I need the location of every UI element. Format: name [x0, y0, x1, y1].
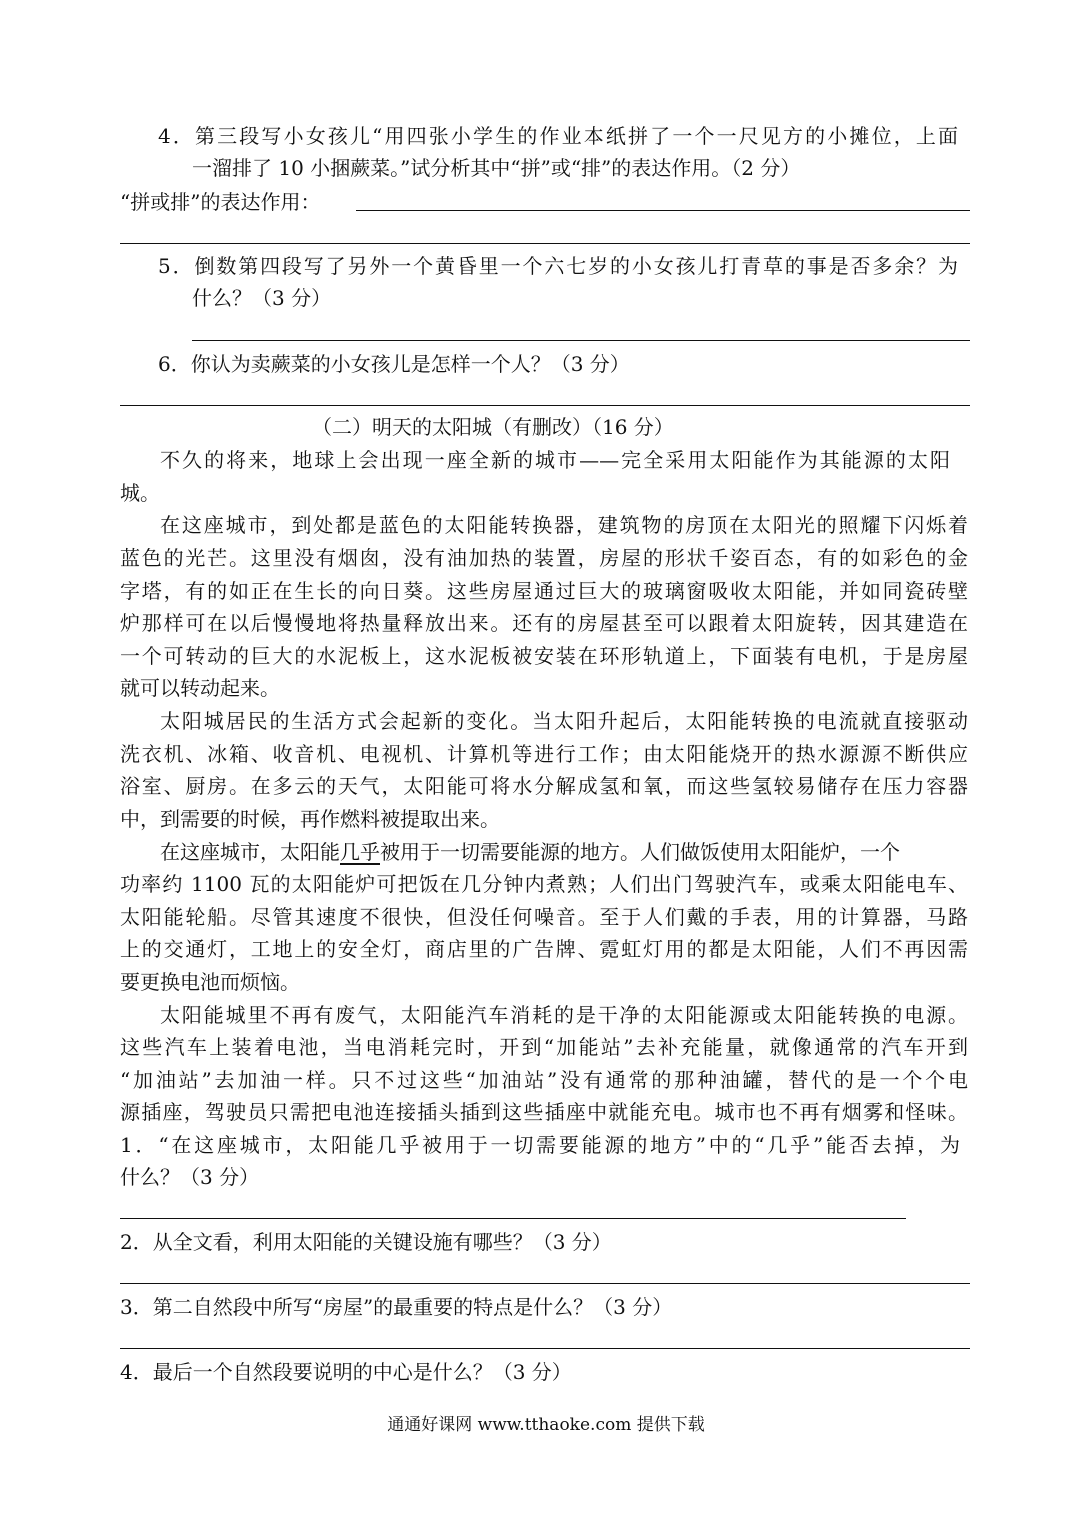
q6-line1: 6．你认为卖蕨菜的小女孩儿是怎样一个人？（3 分）	[158, 352, 630, 376]
q1-line1: 1．“在这座城市，太阳能几乎被用于一切需要能源的地方”中的“几乎”能否去掉，为	[120, 1133, 960, 1157]
p5-line4: 源插座，驾驶员只需把电池连接插头插到这些插座中就能充电。城市也不再有烟雾和怪味。	[120, 1100, 968, 1124]
p2-line5: 一个可转动的巨大的水泥板上，这水泥板被安装在环形轨道上，下面装有电机，于是房屋	[120, 644, 968, 668]
p5-line2: 这些汽车上装着电池，当电消耗完时，开到“加能站”去补充能量，就像通常的汽车开到	[120, 1035, 968, 1059]
p1-line1: 不久的将来，地球上会出现一座全新的城市——完全采用太阳能作为其能源的太阳	[160, 448, 950, 472]
p3-line4: 中，到需要的时候，再作燃料被提取出来。	[120, 807, 500, 831]
p2-line3: 字塔，有的如正在生长的向日葵。这些房屋通过巨大的玻璃窗吸收太阳能，并如同瓷砖壁	[120, 579, 968, 603]
q6-answer-line[interactable]	[120, 405, 970, 406]
p2-line1: 在这座城市，到处都是蓝色的太阳能转换器，建筑物的房顶在太阳光的照耀下闪烁着	[160, 513, 968, 537]
p3-line2: 洗衣机、冰箱、收音机、电视机、计算机等进行工作；由太阳能烧开的热水源源不断供应	[120, 742, 968, 766]
q1-line2: 什么？（3 分）	[120, 1165, 260, 1189]
q3-line: 3．第二自然段中所写“房屋”的最重要的特点是什么？（3 分）	[120, 1295, 673, 1319]
q5-line2: 什么？（3 分）	[192, 286, 332, 310]
p2-line6: 就可以转动起来。	[120, 676, 280, 700]
p5-line1: 太阳能城里不再有废气，太阳能汽车消耗的是干净的太阳能源或太阳能转换的电源。	[160, 1003, 968, 1027]
p4-line1-pre: 在这座城市，太阳能	[160, 840, 340, 864]
p3-line1: 太阳城居民的生活方式会起新的变化。当太阳升起后，太阳能转换的电流就直接驱动	[160, 709, 968, 733]
p4-line1-post: 被用于一切需要能源的地方。人们做饭使用太阳能炉，一个	[380, 840, 900, 864]
q4-answer-line[interactable]	[356, 210, 970, 211]
p1-line2: 城。	[120, 481, 160, 505]
q4-line1: 4．第三段写小女孩儿“用四张小学生的作业本纸拼了一个一尺见方的小摊位，上面	[158, 124, 958, 148]
p4-line4: 上的交通灯，工地上的安全灯，商店里的广告牌、霓虹灯用的都是太阳能，人们不再因需	[120, 937, 968, 961]
q4-line2: 一溜排了 10 小捆蕨菜。”试分析其中“拼”或“排”的表达作用。（2 分）	[192, 156, 801, 180]
q1-answer-line[interactable]	[120, 1218, 906, 1219]
q4-answer-label: “拼或排”的表达作用：	[120, 190, 321, 214]
q3-answer-line[interactable]	[120, 1348, 970, 1349]
p3-line3: 浴室、厨房。在多云的天气，太阳能可将水分解成氢和氧，而这些氢较易储存在压力容器	[120, 774, 968, 798]
p5-line3: “加油站”去加油一样。只不过这些“加油站”没有通常的那种油罐，替代的是一个个电	[120, 1068, 968, 1092]
q4-answer-line-2[interactable]	[120, 243, 970, 244]
q2-line: 2．从全文看，利用太阳能的关键设施有哪些？（3 分）	[120, 1230, 612, 1254]
p4-line1	[160, 836, 968, 868]
page-footer: 通通好课网 www.tthaoke.com 提供下载	[387, 1415, 705, 1435]
q5-answer-line[interactable]	[192, 340, 970, 341]
q4-part2-line: 4．最后一个自然段要说明的中心是什么？（3 分）	[120, 1360, 572, 1384]
p4-line2: 功率约 1100 瓦的太阳能炉可把饭在几分钟内煮熟；人们出门驾驶汽车，或乘太阳能电车、	[120, 872, 968, 896]
p4-underlined-word: 几乎	[340, 840, 380, 864]
q5-line1: 5．倒数第四段写了另外一个黄昏里一个六七岁的小女孩儿打青草的事是否多余？为	[158, 254, 958, 278]
section-title: （二）明天的太阳城（有删改）（16 分）	[312, 415, 674, 439]
p4-line3: 太阳能轮船。尽管其速度不很快，但没任何噪音。至于人们戴的手表，用的计算器，马路	[120, 905, 968, 929]
p2-line2: 蓝色的光芒。这里没有烟囱，没有油加热的装置，房屋的形状千姿百态，有的如彩色的金	[120, 546, 968, 570]
q2-answer-line[interactable]	[120, 1283, 970, 1284]
p2-line4: 炉那样可在以后慢慢地将热量释放出来。还有的房屋甚至可以跟着太阳旋转，因其建造在	[120, 611, 968, 635]
p4-line5: 要更换电池而烦恼。	[120, 970, 300, 994]
